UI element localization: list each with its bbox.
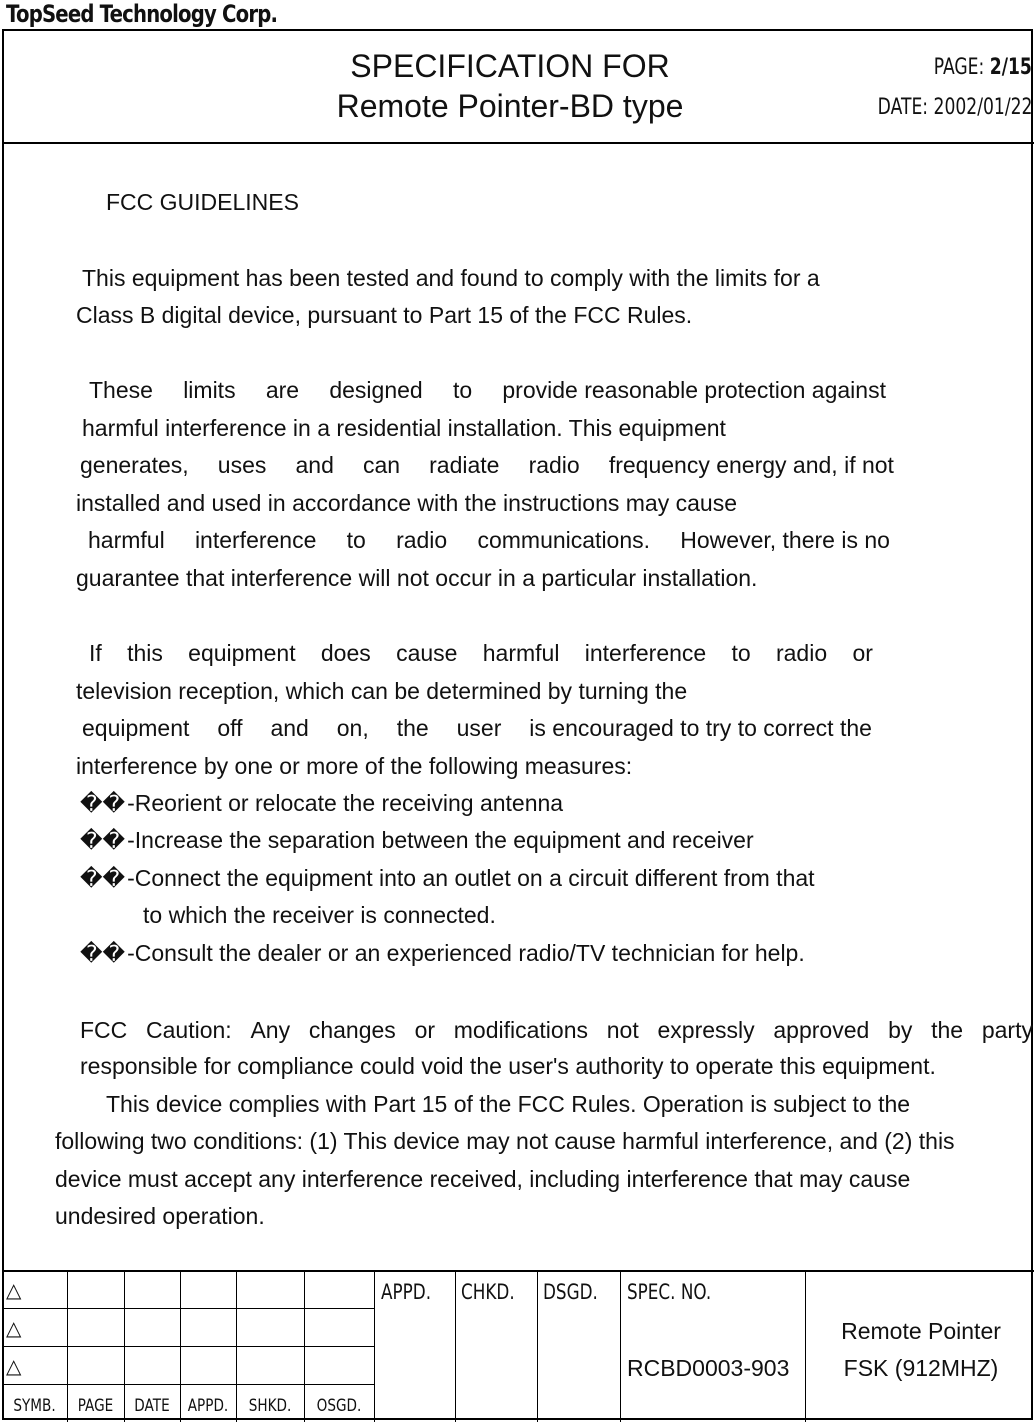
word: this — [127, 640, 163, 666]
table-row-line — [2, 1308, 374, 1309]
para1-line1: This equipment has been tested and found to comply with the limits for a — [82, 265, 820, 291]
word: interference — [194, 527, 317, 553]
table-col-line — [236, 1270, 237, 1422]
table-col-line — [180, 1270, 181, 1422]
bullet-item — [80, 940, 805, 967]
bullet-continuation: to which the receiver is connected. — [143, 902, 496, 928]
table-row-line — [2, 1346, 374, 1347]
page-label: PAGE: — [933, 55, 990, 80]
table-col-line — [805, 1270, 806, 1422]
table-col-line — [455, 1270, 456, 1422]
word: or — [414, 1017, 436, 1043]
part15-line2: following two conditions: (1) This device may not cause harmful interference, and (2) this — [55, 1128, 955, 1154]
table-col-line — [304, 1270, 305, 1422]
col-header-osgd: OSGD. — [316, 1396, 362, 1416]
word: does — [320, 640, 371, 666]
para2-line4: installed and used in accordance with the instructions may cause — [76, 490, 737, 516]
para2-line5 — [88, 527, 890, 554]
word: cause — [396, 640, 458, 666]
page-value: 2/15 — [989, 55, 1032, 80]
col-header-symb: SYMB. — [13, 1396, 56, 1416]
word: on, — [336, 715, 369, 741]
bullet-item — [80, 827, 754, 854]
word: can — [362, 452, 401, 478]
word: generates, — [80, 452, 189, 478]
para3-line3 — [82, 715, 872, 742]
word: equipment — [188, 640, 296, 666]
word: If — [89, 640, 102, 666]
word: and — [295, 452, 334, 478]
word: or — [852, 640, 873, 666]
word: These — [89, 377, 153, 403]
col-header-shkd: SHKD. — [248, 1396, 292, 1416]
word: radiate — [429, 452, 500, 478]
table-col-line — [67, 1270, 68, 1422]
section-heading: FCC GUIDELINES — [106, 189, 299, 215]
word: Any — [250, 1017, 291, 1043]
spec-title-line2: Remote Pointer-BD type — [336, 88, 684, 124]
word: to — [452, 377, 473, 403]
para1-line2: Class B digital device, pursuant to Part 15 of the FCC Rules. — [76, 302, 693, 328]
word: harmful — [88, 527, 165, 553]
bullet-icon: �� — [80, 792, 126, 817]
product-name: Remote Pointer — [841, 1318, 1001, 1344]
para2-line1 — [89, 377, 886, 404]
spec-number: RCBD0003-903 — [627, 1355, 790, 1381]
para2-line2: harmful interference in a residential installation. This equipment — [82, 415, 726, 441]
part15-line4: undesired operation. — [55, 1203, 265, 1229]
dsgd-label: DSGD. — [543, 1280, 598, 1304]
word: communications. — [477, 527, 651, 553]
table-row-line — [2, 1384, 374, 1385]
word: by — [888, 1017, 913, 1043]
table-col-line — [124, 1270, 125, 1422]
para2-line6: guarantee that interference will not occur in a particular installation. — [76, 565, 758, 591]
word: Caution: — [146, 1017, 232, 1043]
caution-line1 — [80, 1017, 1033, 1044]
product-frequency: FSK (912MHZ) — [843, 1355, 999, 1381]
word: FCC — [80, 1017, 128, 1043]
appd-label: APPD. — [381, 1280, 432, 1304]
bullet-item — [80, 865, 815, 892]
word: provide reasonable protection against — [502, 377, 886, 403]
para3-line4: interference by one or more of the following measures: — [76, 753, 633, 779]
word: approved — [773, 1017, 870, 1043]
table-col-line — [620, 1270, 621, 1422]
col-header-appd: APPD. — [187, 1396, 229, 1416]
bullet-text: -Reorient or relocate the receiving antenna — [127, 790, 564, 816]
word: designed — [329, 377, 423, 403]
table-col-line — [374, 1270, 375, 1422]
word: modifications — [453, 1017, 588, 1043]
bullet-icon: �� — [80, 867, 126, 892]
word: radio — [528, 452, 580, 478]
revision-triangle-icon: △ — [6, 1316, 22, 1340]
part15-line3: device must accept any interference received, including interference that may cause — [55, 1166, 911, 1192]
chkd-label: CHKD. — [461, 1280, 515, 1304]
table-top-border — [2, 1270, 1034, 1272]
word: uses — [217, 452, 267, 478]
spec-title-line1: SPECIFICATION FOR — [350, 48, 670, 84]
word: equipment — [82, 715, 190, 741]
word: is encouraged to try to correct the — [529, 715, 872, 741]
part15-line1: This device complies with Part 15 of the FCC Rules. Operation is subject to the — [106, 1091, 911, 1117]
bullet-text: -Connect the equipment into an outlet on a circuit different from that — [127, 865, 815, 891]
header-divider — [2, 142, 1034, 144]
col-header-page: PAGE — [77, 1396, 114, 1416]
bullet-text: -Increase the separation between the equipment and receiver — [127, 827, 754, 853]
word: and — [270, 715, 309, 741]
page-number — [934, 55, 1032, 80]
word: harmful — [482, 640, 560, 666]
word: the — [931, 1017, 964, 1043]
para3-line1 — [89, 640, 873, 667]
word: expressly — [657, 1017, 755, 1043]
word: the — [396, 715, 429, 741]
word: not — [606, 1017, 639, 1043]
bullet-icon: �� — [80, 942, 126, 967]
revision-triangle-icon: △ — [6, 1354, 22, 1378]
word: are — [265, 377, 300, 403]
table-col-line — [537, 1270, 538, 1422]
word: radio — [396, 527, 448, 553]
word: off — [217, 715, 243, 741]
word: to — [346, 527, 366, 553]
bullet-icon: �� — [80, 829, 126, 854]
word: party — [981, 1017, 1033, 1043]
word: user — [456, 715, 502, 741]
word: interference — [584, 640, 707, 666]
word: to — [731, 640, 751, 666]
bullet-item — [80, 790, 563, 817]
revision-triangle-icon: △ — [6, 1278, 22, 1302]
para3-line2: television reception, which can be determined by turning the — [76, 678, 688, 704]
word: radio — [775, 640, 828, 666]
col-header-date: DATE — [134, 1396, 170, 1416]
word: changes — [308, 1017, 396, 1043]
spec-no-label: SPEC. NO. — [627, 1280, 712, 1304]
word: limits — [183, 377, 236, 403]
para2-line3 — [80, 452, 894, 479]
bullet-text: -Consult the dealer or an experienced radio/TV technician for help. — [127, 940, 805, 966]
word: However, there is no — [680, 527, 890, 553]
spec-date: DATE: 2002/01/22 — [877, 95, 1032, 120]
caution-line2: responsible for compliance could void the user's authority to operate this equipment. — [80, 1053, 936, 1079]
company-name: TopSeed Technology Corp. — [6, 0, 278, 28]
word: frequency energy and, if not — [608, 452, 894, 478]
